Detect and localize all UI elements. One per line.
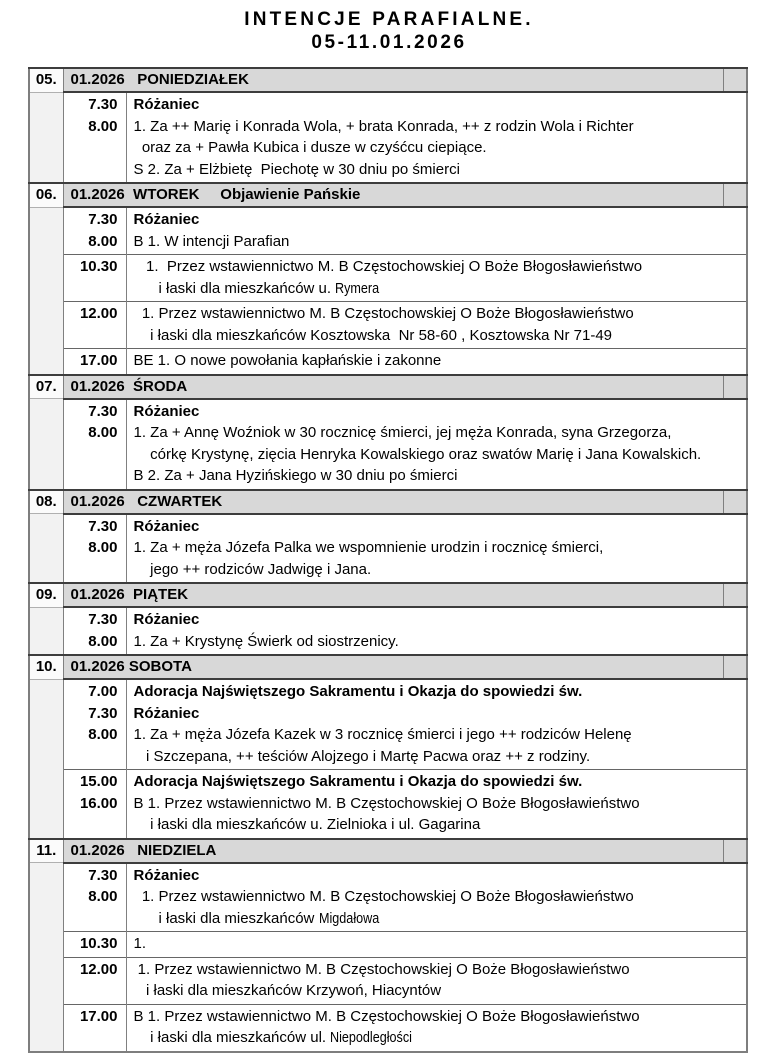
schedule-block-row <box>29 514 747 584</box>
intention-text: 1. Przez wstawiennictwo M. B Częstochowskiej O Boże Błogosławieństwo <box>133 258 643 275</box>
intention-line <box>134 724 747 746</box>
intention-line <box>134 159 747 181</box>
time-label: 8.00 <box>88 424 118 441</box>
intention-line <box>134 609 747 631</box>
intention-line <box>134 1006 747 1028</box>
intention-text: Różaniec <box>133 96 200 113</box>
time-cell <box>63 399 126 490</box>
schedule-block-row <box>29 679 747 770</box>
intention-line <box>134 94 747 116</box>
intention-cell <box>126 679 747 770</box>
intention-cell <box>126 207 747 255</box>
intention-text: Różaniec <box>133 517 200 535</box>
day-number: 06. <box>29 183 63 207</box>
schedule-block-row <box>29 207 747 255</box>
intention-text: Różaniec <box>133 611 200 628</box>
intention-text: 1. Za + męża Józefa Kazek w 3 rocznicę śmierci i jego ++ rodziców Helenę <box>133 726 632 743</box>
intention-line <box>134 959 747 981</box>
intentions-table-body <box>29 68 747 1052</box>
day-title: 01.2026 ŚRODA <box>63 375 723 399</box>
time-cell <box>63 207 126 255</box>
time-label: 10.30 <box>79 935 118 952</box>
intention-cell <box>126 349 747 375</box>
time-cell <box>63 514 126 584</box>
intention-text: 1. Za + Krystynę Świerk od siostrzenicy. <box>133 632 399 650</box>
schedule-block-row <box>29 1004 747 1052</box>
schedule-block-row <box>29 607 747 655</box>
intention-cell <box>126 255 747 302</box>
day-header-tail-cell <box>723 839 747 863</box>
day-column-fill <box>29 863 63 1052</box>
intentions-table <box>28 67 748 1053</box>
intention-text: B 2. Za + Jana Hyzińskiego w 30 dniu po śmierci <box>133 467 458 484</box>
intention-line <box>134 703 747 725</box>
intention-line <box>134 465 747 487</box>
intention-text: Różaniec <box>133 704 200 722</box>
intention-cell <box>126 399 747 490</box>
intention-text: B 1. Przez wstawiennictwo M. B Częstochowskiej O Boże Błogosławieństwo <box>133 794 640 812</box>
intention-line <box>134 746 747 768</box>
day-title: 01.2026 PIĄTEK <box>63 583 723 607</box>
intention-line <box>134 209 747 231</box>
intention-line <box>134 886 747 908</box>
intention-line <box>134 231 747 253</box>
time-label: 8.00 <box>88 726 118 743</box>
day-header-row <box>29 583 747 607</box>
intention-cell <box>126 92 747 183</box>
page-title <box>0 0 778 54</box>
intention-cell <box>126 863 747 932</box>
intention-line <box>134 303 747 325</box>
time-label: 12.00 <box>79 960 118 978</box>
intention-text: B 1. Przez wstawiennictwo M. B Częstochowskiej O Boże Błogosławieństwo <box>133 1007 640 1025</box>
schedule-block-row <box>29 302 747 349</box>
time-label: 16.00 <box>79 794 118 812</box>
intention-line <box>134 350 747 372</box>
time-cell <box>63 255 126 302</box>
intention-text: 1. <box>133 935 147 952</box>
intention-line <box>134 116 747 138</box>
intention-line <box>134 631 747 653</box>
intention-text: i łaski dla mieszkańców u. <box>133 279 336 297</box>
page-title-line1: INTENCJE PARAFIALNE. <box>244 9 534 30</box>
time-label: 15.00 <box>79 773 118 790</box>
intention-text: Różaniec <box>133 866 200 884</box>
intention-text: Adoracja Najświętszego Sakramentu i Okazja do spowiedzi św. <box>133 773 583 790</box>
intention-line <box>134 980 747 1002</box>
day-column-fill <box>29 92 63 183</box>
intention-text: Niepodległości <box>330 1029 413 1046</box>
time-cell <box>63 1004 126 1052</box>
intention-text: Różaniec <box>133 211 200 228</box>
time-label: 17.00 <box>79 352 118 369</box>
intention-line <box>134 1027 747 1049</box>
intention-line <box>134 401 747 423</box>
intention-text: S 2. Za + Elżbietę Piechotę w 30 dniu po śmierci <box>133 160 460 178</box>
day-header-tail-cell <box>723 183 747 207</box>
intention-line <box>134 865 747 887</box>
day-number: 10. <box>29 655 63 679</box>
day-number: 08. <box>29 490 63 514</box>
day-header-row <box>29 68 747 92</box>
day-column-fill <box>29 679 63 839</box>
time-cell <box>63 770 126 839</box>
intention-text: córkę Krystynę, zięcia Henryka Kowalskiego oraz swatów Marię i Jana Kowalskich. <box>133 445 702 463</box>
intention-cell <box>126 1004 747 1052</box>
day-column-fill <box>29 607 63 655</box>
time-label: 7.30 <box>88 211 118 228</box>
time-cell <box>63 92 126 183</box>
time-label: 10.30 <box>79 258 118 275</box>
intention-line <box>134 793 747 815</box>
time-label: 12.00 <box>79 305 118 322</box>
intention-text: Rymera <box>335 279 380 297</box>
time-label: 8.00 <box>88 117 118 135</box>
intention-text: i łaski dla mieszkańców Kosztowska Nr 58-60 , Kosztowska Nr 71-49 <box>133 326 613 344</box>
day-number: 09. <box>29 583 63 607</box>
day-header-row <box>29 375 747 399</box>
time-cell <box>63 957 126 1004</box>
intention-text: i łaski dla mieszkańców ul. <box>133 1029 331 1046</box>
intention-text: 1. Za + męża Józefa Palka we wspomnienie urodzin i rocznicę śmierci, <box>133 539 604 556</box>
time-label: 7.30 <box>88 704 118 722</box>
intention-line <box>134 256 747 278</box>
intention-cell <box>126 957 747 1004</box>
time-cell <box>63 679 126 770</box>
time-cell <box>63 863 126 932</box>
day-header-tail-cell <box>723 655 747 679</box>
intention-line <box>134 516 747 538</box>
intention-text: Migdałowa <box>318 909 379 927</box>
time-label: 7.00 <box>88 683 118 700</box>
time-label: 8.00 <box>88 888 118 905</box>
time-label: 8.00 <box>88 632 118 650</box>
intention-text: 1. Za ++ Marię i Konrada Wola, + brata Konrada, ++ z rodzin Wola i Richter <box>133 117 634 135</box>
day-header-row <box>29 839 747 863</box>
time-cell <box>63 932 126 958</box>
day-title: 01.2026 PONIEDZIAŁEK <box>63 68 723 92</box>
intention-text: B 1. W intencji Parafian <box>133 232 290 250</box>
day-column-fill <box>29 514 63 584</box>
intention-line <box>134 559 747 581</box>
page-title-line2: 05-11.01.2026 <box>311 32 467 53</box>
day-column-fill <box>29 207 63 375</box>
day-header-tail-cell <box>723 490 747 514</box>
day-column-fill <box>29 399 63 490</box>
time-label: 7.30 <box>88 402 118 420</box>
intention-line <box>134 137 747 159</box>
intention-line <box>134 537 747 559</box>
intention-text: 1. Przez wstawiennictwo M. B Częstochowskiej O Boże Błogosławieństwo <box>133 888 634 905</box>
time-label: 8.00 <box>88 232 118 250</box>
schedule-block-row <box>29 399 747 490</box>
intention-line <box>134 933 747 955</box>
intention-line <box>134 771 747 793</box>
intention-text: jego ++ rodziców Jadwigę i Jana. <box>133 560 372 578</box>
intention-text: 1. Przez wstawiennictwo M. B Częstochowskiej O Boże Błogosławieństwo <box>133 960 630 978</box>
schedule-block-row <box>29 349 747 375</box>
day-number: 11. <box>29 839 63 863</box>
intention-text: i Szczepana, ++ teściów Alojzego i Martę Pacwa oraz ++ z rodziny. <box>133 747 591 765</box>
intention-text: 1. Za + Annę Woźniok w 30 rocznicę śmierci, jej męża Konrada, syna Grzegorza, <box>133 424 672 441</box>
intention-text: i łaski dla mieszkańców Krzywoń, Hiacyntów <box>133 982 442 999</box>
day-header-tail-cell <box>723 68 747 92</box>
schedule-block-row <box>29 957 747 1004</box>
intention-cell <box>126 514 747 584</box>
schedule-block-row <box>29 255 747 302</box>
time-label: 7.30 <box>88 517 118 535</box>
intention-text: i łaski dla mieszkańców u. Zielnioka i ul. Gagarina <box>133 816 481 833</box>
day-title: 01.2026 WTOREK Objawienie Pańskie <box>63 183 723 207</box>
schedule-block-row <box>29 92 747 183</box>
day-header-tail-cell <box>723 375 747 399</box>
intention-text: 1. Przez wstawiennictwo M. B Częstochowskiej O Boże Błogosławieństwo <box>133 305 634 322</box>
time-label: 17.00 <box>79 1007 118 1025</box>
time-label: 8.00 <box>88 539 118 556</box>
day-title: 01.2026 CZWARTEK <box>63 490 723 514</box>
intention-line <box>134 444 747 466</box>
intention-text: oraz za + Pawła Kubica i dusze w czyśćcu ciepiące. <box>133 139 487 156</box>
intention-cell <box>126 607 747 655</box>
time-cell <box>63 607 126 655</box>
intention-line <box>134 681 747 703</box>
day-title: 01.2026 NIEDZIELA <box>63 839 723 863</box>
schedule-block-row <box>29 932 747 958</box>
intention-line <box>134 908 747 930</box>
intention-line <box>134 422 747 444</box>
schedule-block-row <box>29 863 747 932</box>
day-number: 07. <box>29 375 63 399</box>
day-header-row <box>29 183 747 207</box>
time-label: 7.30 <box>88 866 118 884</box>
time-label: 7.30 <box>88 96 118 113</box>
day-header-row <box>29 655 747 679</box>
time-label: 7.30 <box>88 611 118 628</box>
schedule-block-row <box>29 770 747 839</box>
intention-line <box>134 278 747 300</box>
intention-cell <box>126 302 747 349</box>
intention-text: i łaski dla mieszkańców <box>133 909 319 927</box>
intention-cell <box>126 770 747 839</box>
day-number: 05. <box>29 68 63 92</box>
time-cell <box>63 302 126 349</box>
day-header-tail-cell <box>723 583 747 607</box>
intention-text: BE 1. O nowe powołania kapłańskie i zakonne <box>133 352 442 369</box>
time-cell <box>63 349 126 375</box>
day-header-row <box>29 490 747 514</box>
intention-text: Adoracja Najświętszego Sakramentu i Okazja do spowiedzi św. <box>133 683 583 700</box>
intention-text: Różaniec <box>133 402 200 420</box>
intention-cell <box>126 932 747 958</box>
day-title: 01.2026 SOBOTA <box>63 655 723 679</box>
intention-line <box>134 325 747 347</box>
intention-line <box>134 814 747 836</box>
